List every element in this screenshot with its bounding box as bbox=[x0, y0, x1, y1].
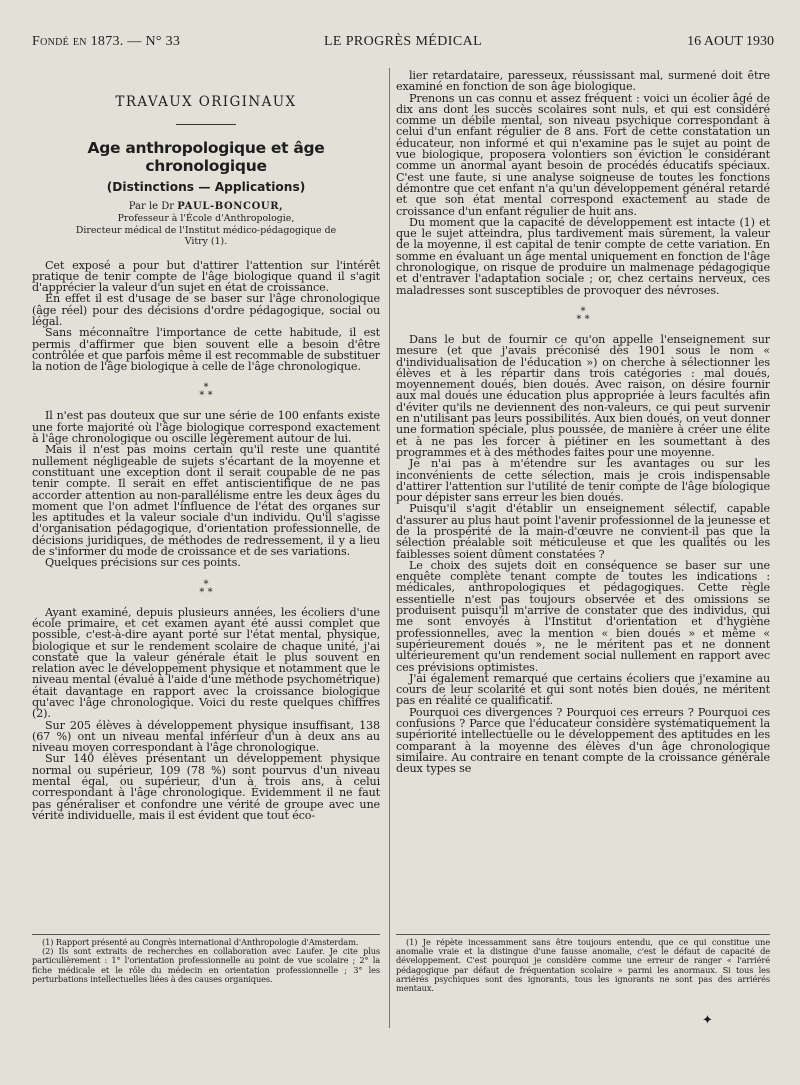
fleuron-ornament: ✦ bbox=[702, 1013, 713, 1028]
footnote-rule-right bbox=[396, 934, 770, 935]
section-title: TRAVAUX ORIGINAUX bbox=[115, 94, 297, 110]
body-paragraphs-1 bbox=[32, 410, 380, 568]
paragraph: Sur 140 élèves présentant un développement physique normal ou supérieur, 109 (78 %) sont pourvus d'un niveau mental égal, ou supérieur, d'un à trois ans, à celui correspondant à l'âge chronologique. Évidemment il ne faut pas généraliser et confondre une vérité de groupe avec une vérité individuelle, mais il est évident que tout éco- bbox=[32, 752, 380, 822]
left-column bbox=[32, 70, 380, 821]
article-title: Age anthropologique et âge chronologique bbox=[87, 139, 325, 175]
running-header bbox=[32, 34, 774, 52]
footnote: (1) Rapport présenté au Congrès international d'Anthropologie d'Amsterdam. bbox=[42, 937, 359, 947]
paragraph: J'ai également remarqué que certains écoliers que j'examine au cours de leur scolarité et qui sont notés bien doués, ne méritent pas en réalité ce qualificatif. bbox=[396, 671, 770, 708]
body-paragraphs-3 bbox=[396, 70, 770, 296]
journal-title: LE PROGRÈS MÉDICAL bbox=[323, 34, 483, 49]
section-asterism: * * * bbox=[199, 382, 213, 402]
section-asterism: * * * bbox=[199, 578, 213, 598]
byline bbox=[32, 201, 380, 213]
paragraph: Mais il n'est pas moins certain qu'il reste une quantité nullement négligeable de sujets s'écartant de la moyenne et constituant une exception dont il serait coupable de ne pas tenir compte. Il serait en effet antiscientifique de ne pas accorder attention au non-parallélisme entre les deux âges du moment que l'on admet l'influence de l'état des organes sur les aptitudes et la valeur sociale d'un individu. Qu'il s'agisse d'organisation pédagogique, d'orientation professionnelle, de décisions juridiques, de méthodes de redressement, il y a lieu de s'informer du mode de croissance et de ses variations. bbox=[32, 443, 380, 559]
byline-prefix: Par le Dr bbox=[128, 201, 175, 212]
paragraph: Pourquoi ces divergences ? Pourquoi ces erreurs ? Pourquoi ces confusions ? Parce que l'éducateur considère systématiquement la supériorité intellectuelle ou le développement des aptitudes en les comparant à la moyenne des élèves d'un âge chronologique similaire. Au contraire en tenant compte de la croissance générale deux types se bbox=[396, 705, 770, 775]
paragraph: Il n'est pas douteux que sur une série de 100 enfants existe une forte majorité où l'âge biologique correspond exactement à l'âge chronologique ou oscille légèrement autour de lui. bbox=[32, 409, 380, 446]
paragraph: Cet exposé a pour but d'attirer l'attention sur l'intérêt pratique de tenir compte de l'âge biologique quand il s'agit d'apprécier la valeur d'un sujet en état de croissance. bbox=[32, 258, 380, 295]
author-name: PAUL-BONCOUR, bbox=[177, 201, 284, 212]
article-subtitle: (Distinctions — Applications) bbox=[106, 180, 306, 194]
column-divider bbox=[389, 68, 390, 1028]
footnote: (1) Je répète incessamment sans être toujours entendu, que ce qui constitue une anomalie vraie et la distingue d'une fausse anomalie, c'est le défaut de capacité de développement. C'est pourquoi je considère comme une erreur de ranger « l'arriéré pédagogique par défaut de fréquentation scolaire » parmi les anormaux. Si tous les arriérés psychiques sont des ignorants, tous les ignorants ne sont pas des arriérés mentaux. bbox=[396, 937, 770, 994]
paragraph: Quelques précisions sur ces points. bbox=[45, 556, 241, 570]
author-affiliation-1: Professeur à l'École d'Anthropologie, bbox=[117, 213, 295, 224]
paragraph: lier retardataire, paresseux, réussissant mal, surmené doit être examiné en fonction de son âge biologique. bbox=[396, 70, 770, 94]
paragraph: Dans le but de fournir ce qu'on appelle l'enseignement sur mesure (et que j'avais préconisé dès 1901 sous le nom « d'individualisation de l'éducation ») on cherche à sélectionner les élèves et à les répartir dans trois catégories : mal doués, moyennement doués, bien doués. Avec raison, on désire fournir aux mal doués une éducation plus appropriée à leurs facultés afin d'éviter qu'ils ne deviennent des non-valeurs, ce qui peut survenir en n'utilisant pas leurs possibilités. Aux bien doués, on veut donner une formation spéciale, plus poussée, de manière à créer une élite et à ne pas les forcer à piétiner en les soumettant à des programmes et à des méthodes faites pour une moyenne. bbox=[396, 332, 770, 459]
paragraph: Puisqu'il s'agit d'établir un enseignement sélectif, capable d'assurer au plus haut point l'avenir professionnel de la jeunesse et de la prospérité de la main-d'œuvre ne convient-il pas que la sélection préalable soit méticuleuse et que les qualités ou les faiblesses soient dûment constatées ? bbox=[396, 502, 770, 561]
paragraph: Je n'ai pas à m'étendre sur les avantages ou sur les inconvénients de cette sélection, mais je crois indispensable d'attirer l'attention sur l'utilité de tenir compte de l'âge biologique pour dépister sans erreur les bien doués. bbox=[396, 457, 770, 505]
paragraph: Ayant examiné, depuis plusieurs années, les écoliers d'une école primaire, et cet examen ayant été aussi complet que possible, c'est-à-dire ayant porté sur l'état mental, physique, biologique et sur le rendement scolaire de chaque unité, j'ai constaté que la valeur générale était le plus souvent en relation avec le développement physique et notamment que le niveau mental (évalué à l'aide d'une méthode psychométrique) était davantage en rapport avec la croissance biologique qu'avec l'âge chronologique. Voici du reste quelques chiffres (2). bbox=[32, 605, 380, 721]
footnote: (2) Ils sont extraits de recherches en collaboration avec Laufer. Je cite plus particulièrement : 1° l'orientation professionnelle au point de vue scolaire ; 2° la fiche médicale et le rôle du médecin en orientation professionnelle ; 3° les perturbations intellectuelles liées à des causes organiques. bbox=[32, 946, 380, 984]
paragraph: Le choix des sujets doit en conséquence se baser sur une enquête complète tenant compte de toutes les indications : médicales, anthropologiques et pédagogiques. Cette règle essentielle n'est pas toujours observée et des omissions se produisent puisqu'il m'arrive de constater que des individus, qui me sont envoyés à l'Institut d'orientation et d'hygiène professionnelles, avec la mention « bien doués » et même « supérieurement doués », ne le méritent pas et ne donnent ultérieurement qu'un rendement social nullement en rapport avec ces prévisions optimistes. bbox=[396, 558, 770, 674]
body-paragraphs-2 bbox=[32, 607, 380, 822]
footnotes-left bbox=[32, 938, 380, 984]
paragraph: En effet il est d'usage de se baser sur l'âge chronologique (âge réel) pour des décisions d'ordre pédagogique, social ou légal. bbox=[32, 292, 380, 328]
paragraph: Prenons un cas connu et assez fréquent : voici un écolier âgé de dix ans dont les succès scolaires sont nuls, et qui est considéré comme un débile mental, son niveau psychique correspondant à celui d'un enfant régulier de 8 ans. Fort de cette constatation un éducateur, non informé et qui n'examine pas le sujet au point de vue biologique, proposera volontiers son éviction le considérant comme un anormal ayant besoin de procédés éducatifs spéciaux. C'est une faute, si une analyse soigneuse de toutes les fonctions démontre que cet enfant n'a qu'un développement général retardé et que son état mental correspond exactement au stade de croissance d'un enfant régulier de huit ans. bbox=[396, 91, 770, 218]
header-date: 16 AOUT 1930 bbox=[687, 34, 774, 49]
intro-paragraphs bbox=[32, 260, 380, 373]
paragraph: Du moment que la capacité de développement est intacte (1) et que le sujet atteindra, plus tardivement mais sûrement, la valeur de la moyenne, il est capital de tenir compte de cette variation. En somme en évaluant un âge mental uniquement en fonction de l'âge chronologique, on risque de produire un malmenage pédagogique et d'entraver l'adaptation sociale ; or, chez certains nerveux, ces maladresses sont susceptibles de provoquer des névroses. bbox=[396, 215, 770, 297]
header-founded-issue: Fondé en 1873. — N° 33 bbox=[32, 34, 181, 49]
section-asterism: * * * bbox=[576, 305, 590, 325]
paragraph: Sur 205 élèves à développement physique insuffisant, 138 (67 %) ont un niveau mental inférieur d'un à deux ans au niveau moyen correspondant à l'âge chronologique. bbox=[32, 718, 380, 755]
body-paragraphs-4 bbox=[396, 334, 770, 775]
footnotes-right bbox=[396, 938, 770, 993]
right-column bbox=[396, 70, 770, 775]
author-affiliation-2: Directeur médical de l'Institut médico-pédagogique de Vitry (1). bbox=[75, 224, 337, 247]
paragraph: Sans méconnaître l'importance de cette habitude, il est permis d'affirmer que bien souvent elle a besoin d'être contrôlée et que parfois même il est recommable de substituer la notion de l'âge biologique à celle de l'âge chronologique. bbox=[32, 326, 380, 374]
section-rule bbox=[176, 124, 236, 125]
footnote-rule-left bbox=[32, 934, 380, 935]
